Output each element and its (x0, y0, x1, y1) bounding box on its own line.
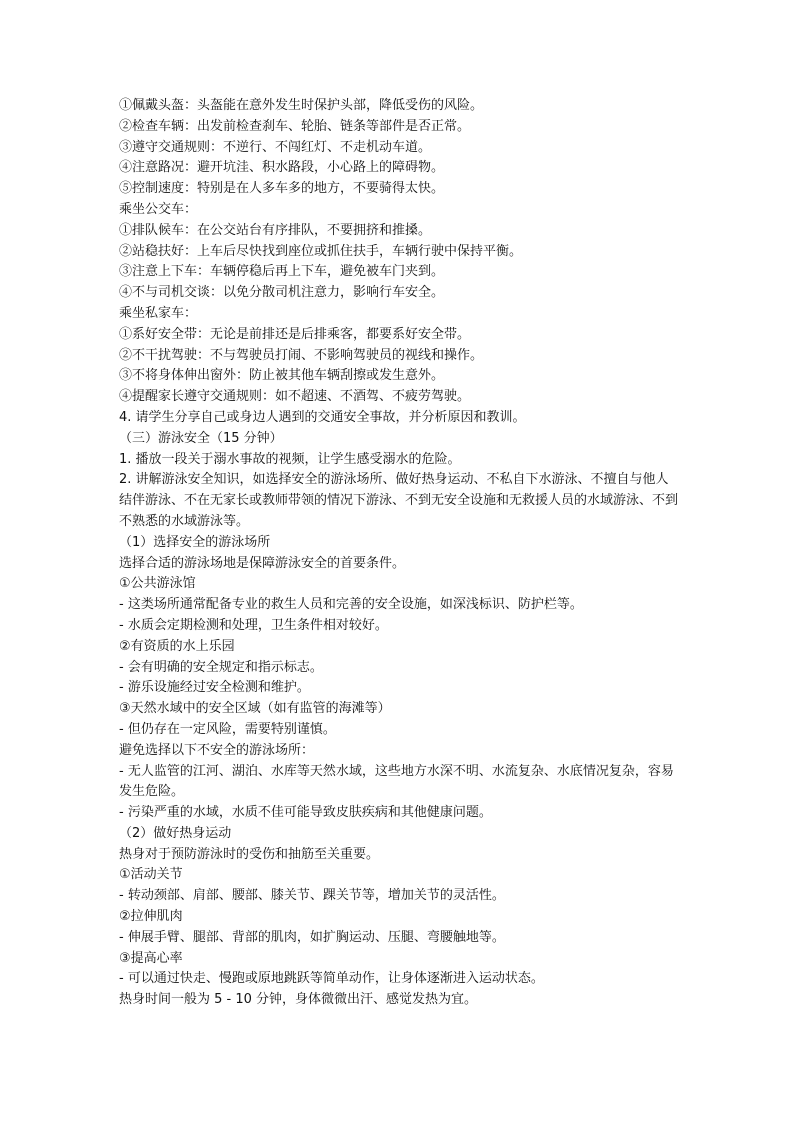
place-water-park: ②有资质的水上乐园 (119, 638, 235, 654)
bike-rule-check-vehicle: ②检查车辆：出发前检查刹车、轮胎、链条等部件是否正常。 (119, 118, 471, 134)
warm-up-joints: ①活动关节 (119, 867, 183, 883)
warm-up-heart-rate: ③提高心率 (119, 950, 183, 966)
step-explain-knowledge: 2. 讲解游泳安全知识，如选择安全的游泳场所、做好热身运动、不私自下水游泳、不擅自与他人结伴游泳、不在无家长或教师带领的情况下游泳、不到无安全设施和无救援人员的水域游泳、不到不熟悉的水域游泳等。 (119, 472, 679, 529)
bus-rule-boarding: ③注意上下车：车辆停稳后再上下车，避免被车门夹到。 (119, 264, 445, 280)
car-rule-no-interference: ②不干扰驾驶：不与驾驶员打闹、不影响驾驶员的视线和操作。 (119, 347, 484, 363)
place-water-park-point-2: - 游乐设施经过安全检测和维护。 (119, 680, 310, 696)
section-heading-swimming: （三）游泳安全（15 分钟） (119, 430, 283, 446)
place-water-park-point-1: - 会有明确的安全规定和指示标志。 (119, 659, 323, 675)
subheading-warm-up: （2）做好热身运动 (119, 825, 232, 841)
paragraph-warm-up-duration: 热身时间一般为 5 - 10 分钟，身体微微出汗、感觉发热为宜。 (119, 992, 478, 1008)
warm-up-joints-point: - 转动颈部、肩部、腰部、膝关节、踝关节等，增加关节的灵活性。 (119, 888, 505, 904)
bus-rule-driver: ④不与司机交谈：以免分散司机注意力，影响行车安全。 (119, 285, 445, 301)
section-label-private-car: 乘坐私家车： (119, 305, 198, 321)
bike-rule-road-conditions: ④注意路况：避开坑洼、积水路段，小心路上的障碍物。 (119, 160, 445, 176)
subheading-choose-place: （1）选择安全的游泳场所 (119, 534, 271, 550)
place-natural-safe-area: ③天然水域中的安全区域（如有监管的海滩等） (119, 701, 391, 717)
step-play-video: 1. 播放一段关于溺水事故的视频，让学生感受溺水的危险。 (119, 451, 461, 467)
car-rule-seatbelt: ①系好安全带：无论是前排还是后排乘客，都要系好安全带。 (119, 326, 471, 342)
section-label-bus: 乘坐公交车： (119, 201, 198, 217)
bike-rule-speed: ⑤控制速度：特别是在人多车多的地方，不要骑得太快。 (119, 181, 445, 197)
unsafe-place-polluted-water: - 污染严重的水域，水质不佳可能导致皮肤疾病和其他健康问题。 (119, 805, 492, 821)
place-public-pool: ①公共游泳馆 (119, 576, 196, 592)
paragraph-unsafe-places: 避免选择以下不安全的游泳场所： (119, 742, 315, 758)
bike-rule-traffic: ③遵守交通规则：不逆行、不闯红灯、不走机动车道。 (119, 139, 432, 155)
paragraph-choose-place: 选择合适的游泳场地是保障游泳安全的首要条件。 (119, 555, 406, 571)
warm-up-stretch-point: - 伸展手臂、腿部、背部的肌肉，如扩胸运动、压腿、弯腰触地等。 (119, 929, 505, 945)
car-rule-window: ③不将身体伸出窗外：防止被其他车辆刮擦或发生意外。 (119, 368, 445, 384)
unsafe-place-natural-water: - 无人监管的江河、湖泊、水库等天然水域，这些地方水深不明、水流复杂、水底情况复杂，容易发生危险。 (119, 763, 674, 800)
place-public-pool-point-1: - 这类场所通常配备专业的救生人员和完善的安全设施，如深浅标识、防护栏等。 (119, 597, 583, 613)
bus-rule-queue: ①排队候车：在公交站台有序排队，不要拥挤和推搡。 (119, 222, 432, 238)
warm-up-heart-rate-point: - 可以通过快走、慢跑或原地跳跃等简单动作，让身体逐渐进入运动状态。 (119, 971, 544, 987)
warm-up-stretch: ②拉伸肌肉 (119, 909, 183, 925)
place-public-pool-point-2: - 水质会定期检测和处理，卫生条件相对较好。 (119, 617, 388, 633)
step-share-accidents: 4. 请学生分享自己或身边人遇到的交通安全事故，并分析原因和教训。 (119, 409, 526, 425)
paragraph-warm-up: 热身对于预防游泳时的受伤和抽筋至关重要。 (119, 846, 380, 862)
bike-rule-helmet: ①佩戴头盔：头盔能在意外发生时保护头部，降低受伤的风险。 (119, 98, 484, 113)
car-rule-remind-parents: ④提醒家长遵守交通规则：如不超速、不酒驾、不疲劳驾驶。 (119, 389, 471, 405)
bus-rule-stand-firm: ②站稳扶好：上车后尽快找到座位或抓住扶手，车辆行驶中保持平衡。 (119, 243, 523, 259)
document-body (119, 96, 679, 1011)
place-natural-safe-area-point: - 但仍存在一定风险，需要特别谨慎。 (119, 721, 336, 737)
